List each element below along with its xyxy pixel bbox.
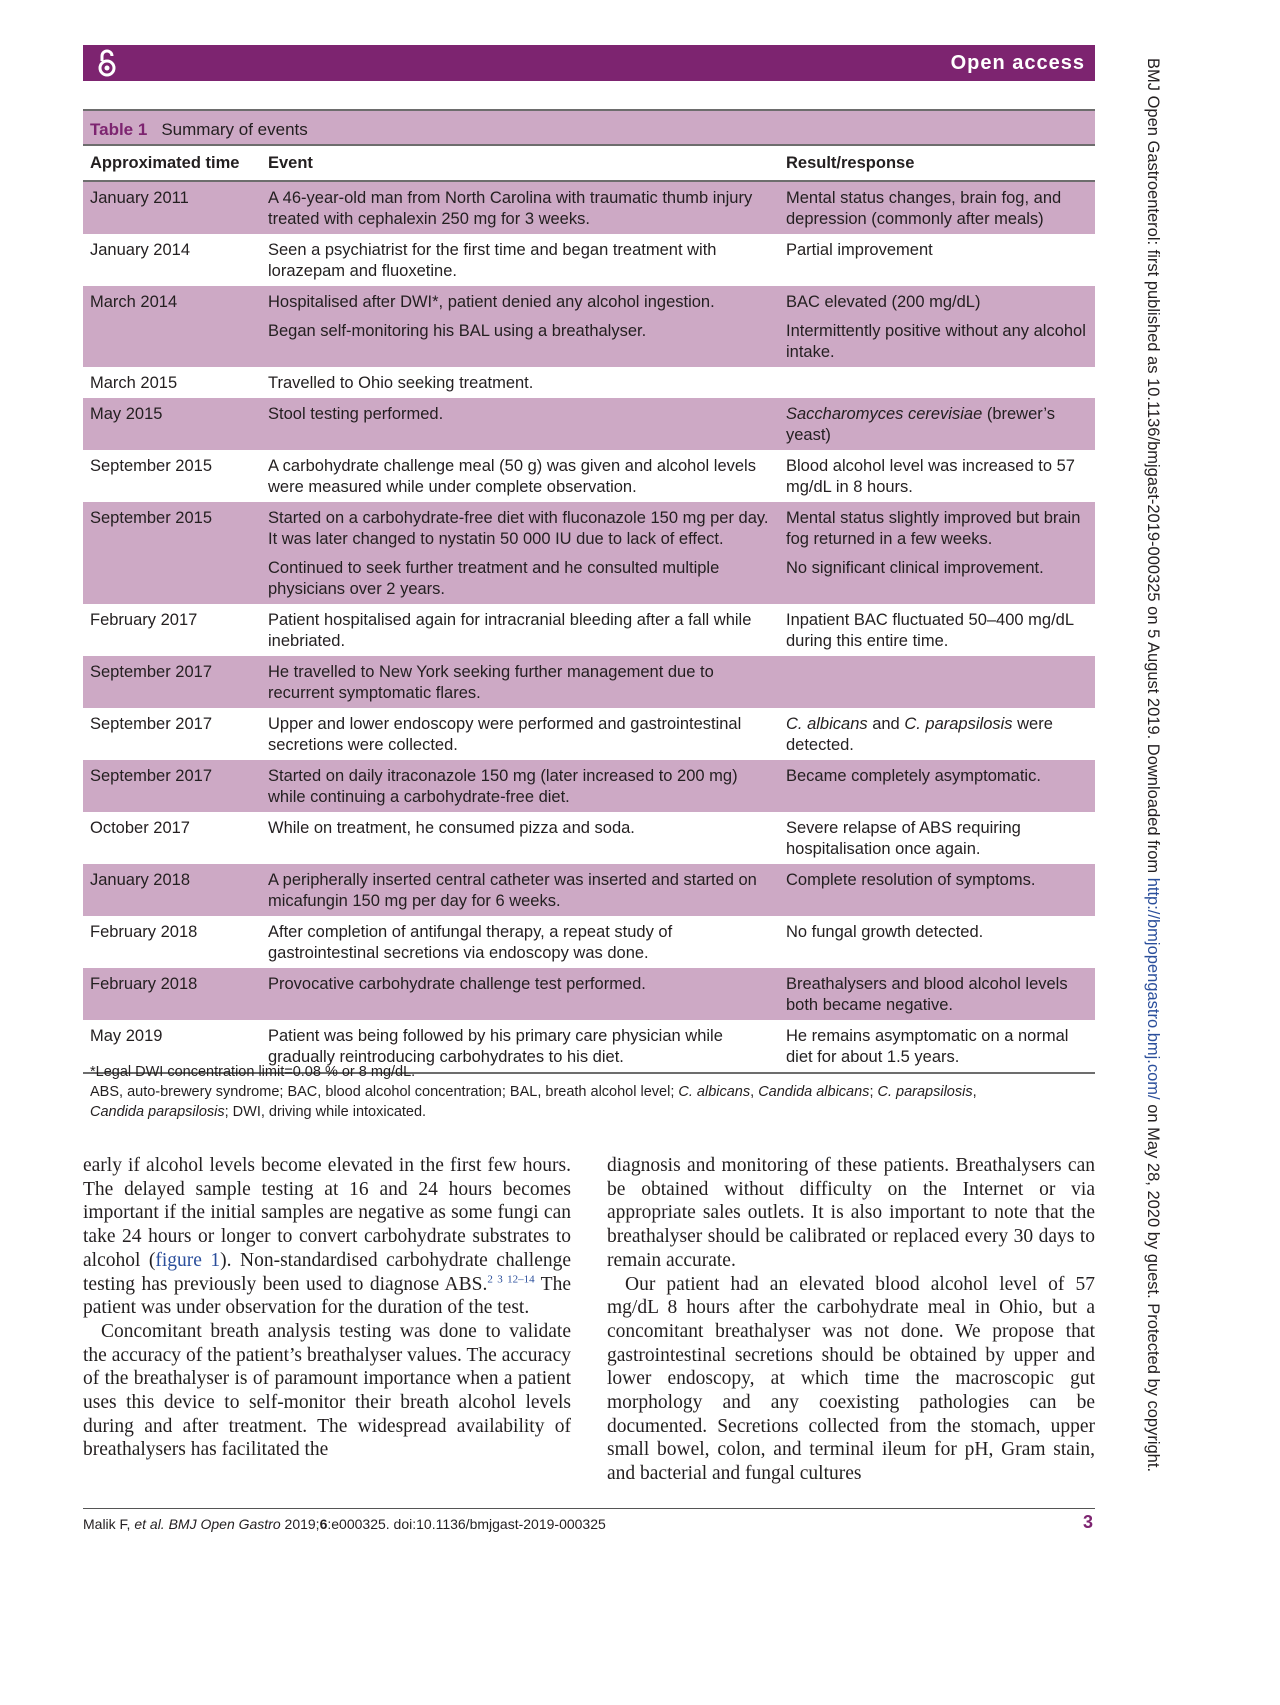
cell-event: Upper and lower endoscopy were performed and gastrointestinal secretions were collected. [268, 715, 742, 754]
footnote-text: ; DWI, driving while intoxicated. [224, 1104, 427, 1120]
cell-result: He remains asymptomatic on a normal diet for about 1.5 years. [779, 1020, 1095, 1073]
footnote-italic: Candida albicans [758, 1084, 870, 1100]
cell-result: Became completely asymptomatic. [779, 760, 1095, 812]
open-access-label: Open access [950, 52, 1085, 74]
cell-event: Began self-monitoring his BAL using a breathalyser. [261, 317, 779, 367]
cell-event: Continued to seek further treatment and he consulted multiple physicians over 2 years. [261, 554, 779, 604]
table-row [83, 317, 1095, 367]
cell-result: No significant clinical improvement. [779, 554, 1095, 604]
cell-result: Mental status slightly improved but brain fog returned in a few weeks. [779, 502, 1095, 554]
citation-etal: et al. [134, 1516, 165, 1532]
footnote-abbreviations [90, 1082, 1090, 1122]
cell-result [779, 398, 1095, 450]
paragraph [83, 1154, 571, 1320]
cell-event: Patient was being followed by his primary care physician while gradually reintroducing carbohydrates to his diet. [261, 1020, 779, 1073]
body-column-right [607, 1154, 1095, 1486]
footnote-italic: C. parapsilosis [877, 1084, 973, 1100]
paragraph-text: ). Non-standardised carbohydrate challenge testing has previously been used to diagnose ABS. [83, 1249, 572, 1295]
cell-time: February 2018 [83, 968, 261, 1020]
cell-result [779, 708, 1095, 760]
cell-result: Severe relapse of ABS requiring hospitalisation once again. [786, 819, 1021, 858]
cell-result-text: were detected. [786, 715, 1053, 754]
cell-event: A peripherally inserted central catheter was inserted and started on micafungin 150 mg per day for 6 weeks. [261, 864, 779, 916]
cell-time: January 2018 [83, 864, 261, 916]
cell-result: No fungal growth detected. [786, 923, 984, 941]
events-table [83, 146, 1095, 1074]
table-row [83, 398, 1095, 450]
footnote-text: , [750, 1084, 759, 1100]
cell-event: Hospitalised after DWI*, patient denied any alcohol ingestion. [261, 286, 779, 317]
table-row [83, 656, 1095, 708]
cell-time: September 2017 [83, 760, 261, 812]
cell-event: While on treatment, he consumed pizza and soda. [268, 819, 635, 837]
cell-event: Started on a carbohydrate-free diet with fluconazole 150 mg per day. It was later changed to nystatin 50 000 IU due to lack of effect. [261, 502, 779, 554]
cell-time: September 2017 [83, 656, 261, 708]
page-number: 3 [1083, 1512, 1094, 1532]
cell-time: February 2017 [90, 611, 198, 629]
column-header-result: Result/response [779, 146, 1095, 181]
table-row [83, 181, 1095, 234]
footnote-text: ABS, auto-brewery syndrome; BAC, blood alcohol concentration; BAL, breath alcohol level; [90, 1084, 679, 1100]
paragraph-text: early if alcohol levels become elevated in the first few hours. The delayed sample testing at 16 and 24 hours becomes important if the initial samples are negative as some fungi can take 24 hours or longer to convert carbohydrate substrates to alcohol ( [83, 1155, 571, 1271]
open-access-lock-icon [95, 49, 119, 77]
table-row [83, 367, 1095, 398]
cell-event: Travelled to Ohio seeking treatment. [268, 374, 534, 392]
citation-doi: :e000325. doi:10.1136/bmjgast-2019-000325 [327, 1516, 606, 1532]
cell-time: March 2014 [83, 286, 261, 317]
footer-divider [83, 1508, 1095, 1509]
footnote-italic: Candida parapsilosis [90, 1104, 225, 1120]
paragraph: Concomitant breath analysis testing was done to validate the accuracy of the patient’s breathalyser values. The accuracy of the breathalyser is of paramount importance when a patient uses this device to self-monitor their breath alcohol levels during and after treatment. The widespread availability of breathalysers has facilitated the [83, 1320, 571, 1461]
column-header-time: Approximated time [83, 146, 261, 181]
table-row [83, 864, 1095, 916]
table-header-row [83, 146, 1095, 181]
cell-time: January 2011 [83, 181, 261, 234]
cell-result-text: and [867, 715, 905, 733]
cell-result: BAC elevated (200 mg/dL) [779, 286, 1095, 317]
organism-name: Saccharomyces cerevisiae [786, 405, 983, 423]
cell-result: Intermittently positive without any alcohol intake. [779, 317, 1095, 367]
paragraph-text: The patient was under observation for the duration of the test. [83, 1273, 571, 1319]
cell-result [779, 656, 1095, 708]
cell-time [83, 554, 261, 604]
cell-result: Complete resolution of symptoms. [779, 864, 1095, 916]
organism-name: C. parapsilosis [904, 715, 1013, 733]
download-watermark [1131, 58, 1161, 1508]
cell-event: After completion of antifungal therapy, a repeat study of gastrointestinal secretions via endoscopy was done. [268, 923, 673, 962]
cell-event: A 46-year-old man from North Carolina with traumatic thumb injury treated with cephalexin 250 mg for 3 weeks. [261, 181, 779, 234]
table-row [83, 286, 1095, 317]
table-footnotes [90, 1062, 1090, 1122]
cell-time: September 2015 [83, 502, 261, 554]
cell-result: Breathalysers and blood alcohol levels both became negative. [779, 968, 1095, 1020]
footnote-dwi: *Legal DWI concentration limit=0.08 % or 8 mg/dL. [90, 1064, 416, 1080]
paragraph: Our patient had an elevated blood alcohol level of 57 mg/dL 8 hours after the carbohydrate meal in Ohio, but a concomitant breathalyser was not done. We propose that gastrointestinal secretions should be obtained by upper and lower endoscopy, at which time the macroscopic gut morphology and any coexisting pathologies can be documented. Secretions collected from the stomach, upper small bowel, colon, and terminal ileum for pH, Gram stain, and bacterial and fungal cultures [607, 1273, 1095, 1485]
table-number: Table 1 [90, 120, 148, 139]
cell-event: Stool testing performed. [261, 398, 779, 450]
cell-result: Inpatient BAC fluctuated 50–400 mg/dL during this entire time. [786, 611, 1074, 650]
cell-event: Patient hospitalised again for intracranial bleeding after a fall while inebriated. [268, 611, 752, 650]
cell-event: Started on daily itraconazole 150 mg (later increased to 200 mg) while continuing a carbohydrate-free diet. [261, 760, 779, 812]
table-row [83, 812, 1095, 864]
table-row [83, 760, 1095, 812]
figure-link[interactable]: figure 1 [155, 1249, 221, 1271]
table-row [83, 604, 1095, 656]
cell-time: February 2018 [90, 923, 198, 941]
cell-result [779, 367, 1095, 398]
table-caption [83, 109, 1095, 146]
cell-time: January 2014 [90, 241, 190, 259]
citation-volume: 6 [319, 1516, 328, 1532]
citation-journal: BMJ Open Gastro [164, 1516, 281, 1532]
cell-event: Provocative carbohydrate challenge test performed. [261, 968, 779, 1020]
journal-link[interactable]: http://bmjopengastro.bmj.com/ [1144, 877, 1162, 1100]
table-row [83, 234, 1095, 286]
cell-time: October 2017 [90, 819, 190, 837]
paragraph: diagnosis and monitoring of these patients. Breathalysers can be obtained without difficulty on the Internet or via appropriate sales outlets. It is also important to note that the breathalyser should be calibrated or replaced every 30 days to remain accurate. [607, 1155, 1095, 1271]
cell-time: March 2015 [90, 374, 178, 392]
cell-time: September 2015 [90, 457, 213, 475]
cell-event: Seen a psychiatrist for the first time and began treatment with lorazepam and fluoxetine. [268, 241, 717, 280]
cell-time: May 2015 [83, 398, 261, 450]
table-title: Summary of events [161, 120, 308, 139]
table-row [83, 708, 1095, 760]
cell-time: September 2017 [90, 715, 213, 733]
cell-time: May 2019 [83, 1020, 261, 1073]
reference-link[interactable]: 2 3 12–14 [487, 1273, 535, 1286]
watermark-text: BMJ Open Gastroenterol: first published as 10.1136/bmjgast-2019-000325 on 5 August 2019. Downloaded from [1144, 58, 1162, 878]
footnote-text: , [972, 1084, 977, 1100]
footer-citation [83, 1516, 606, 1532]
table-row [83, 968, 1095, 1020]
organism-name: C. albicans [786, 715, 868, 733]
footnote-text: ; [869, 1084, 878, 1100]
cell-event: He travelled to New York seeking further management due to recurrent symptomatic flares. [261, 656, 779, 708]
open-access-banner [83, 45, 1095, 81]
cell-result-text: (brewer’s yeast) [786, 405, 1055, 444]
table-row [83, 916, 1095, 968]
cell-result: Partial improvement [786, 241, 933, 259]
footnote-italic: C. albicans [678, 1084, 751, 1100]
column-header-event: Event [261, 146, 779, 181]
table-row [83, 450, 1095, 502]
citation-year: 2019; [280, 1516, 320, 1532]
cell-result: Mental status changes, brain fog, and depression (commonly after meals) [779, 181, 1095, 234]
cell-result: Blood alcohol level was increased to 57 mg/dL in 8 hours. [786, 457, 1075, 496]
summary-table [83, 109, 1095, 1074]
cell-time [83, 317, 261, 367]
watermark-text: on May 28, 2020 by guest. Protected by copyright. [1144, 1099, 1162, 1473]
body-column-left [83, 1154, 571, 1462]
cell-event: A carbohydrate challenge meal (50 g) was given and alcohol levels were measured while under complete observation. [268, 457, 756, 496]
table-row [83, 554, 1095, 604]
table-row [83, 502, 1095, 554]
citation-authors: Malik F, [83, 1516, 135, 1532]
